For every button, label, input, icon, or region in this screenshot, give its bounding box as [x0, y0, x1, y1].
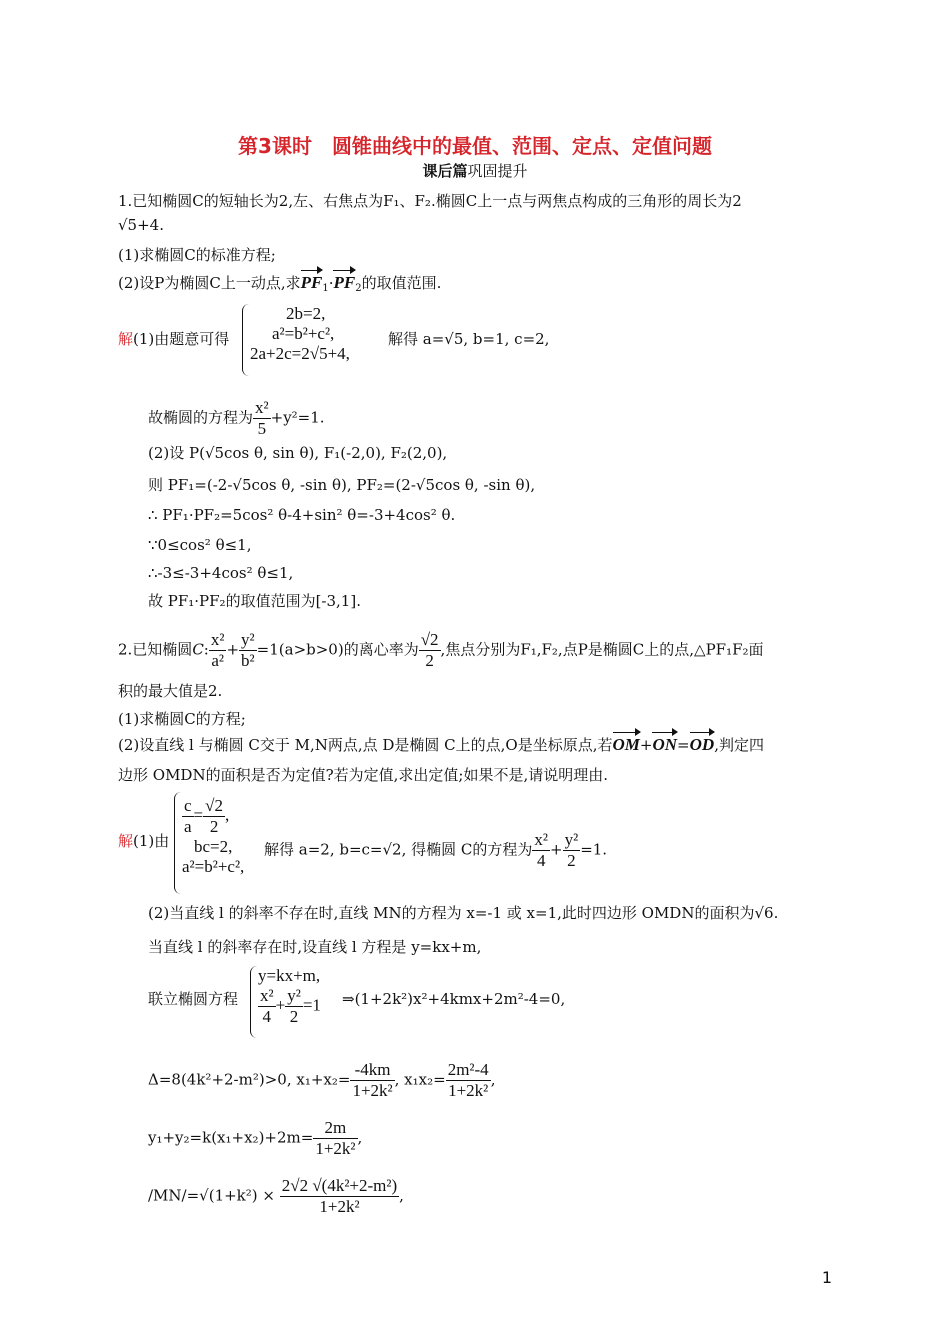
- p1-solution-values: 解得 a=√5, b=1, c=2,: [388, 330, 550, 348]
- p1-solution2-line5: ∴-3≤-3+4cos² θ≤1,: [148, 564, 294, 582]
- p1-statement-line1: 1.已知椭圆C的短轴长为2,左、右焦点为F₁、F₂.椭圆C上一点与两焦点构成的三角形的周长为2: [118, 192, 742, 210]
- p1-solution2-line4: ∵0≤cos² θ≤1,: [148, 536, 252, 554]
- p1-system-brace: [242, 304, 249, 376]
- p1-solution2-line2: 则 PF₁=(-2-√5cos θ, -sin θ), PF₂=(2-√5cos θ, -sin θ),: [148, 476, 536, 494]
- p1-solution2-line3: ∴ PF₁·PF₂=5cos² θ-4+sin² θ=-3+4cos² θ.: [148, 506, 456, 524]
- p1-ellipse-equation: 故椭圆的方程为 $\frac{\text{x²}}{5}$ +y²=1.: [148, 398, 325, 438]
- p1-solution2-line1: (2)设 P(√5cos θ, sin θ), F₁(-2,0), F₂(2,0),: [148, 444, 448, 462]
- p1-solution1-lead: 解(1)由题意可得: [118, 330, 230, 348]
- p2-system-brace: [174, 792, 181, 894]
- page-number: 1: [821, 1268, 832, 1287]
- p2-solution2-line2: 当直线 l 的斜率存在时,设直线 l 方程是 y=kx+m,: [148, 938, 482, 956]
- p2-solution2-combine: 联立椭圆方程: [148, 990, 239, 1008]
- p2-solution1-lead: 解(1)由: [118, 832, 170, 850]
- p2-question1: (1)求椭圆C的方程;: [118, 710, 246, 728]
- p2-combine-system: y=kx+m, $\frac{\text{x²}}{4}$ + $\frac{\text{y²}}{2}$ =1: [258, 966, 321, 1026]
- p2-question2-line1: (2)设直线 l 与椭圆 C交于 M,N两点,点 D是椭圆 C上的点,O是坐标原点,若OM+ON=OD,判定四: [118, 735, 764, 754]
- p1-question2: (2)设P为椭圆C上一动点,求$PF_1\cdot PF_2$的取值范围.: [118, 273, 442, 294]
- p2-question2-line2: 边形 OMDN的面积是否为定值?若为定值,求出定值;如果不是,请说明理由.: [118, 766, 608, 784]
- p2-solution2-line1: (2)当直线 l 的斜率不存在时,直线 MN的方程为 x=-1 或 x=1,此时四边形 OMDN的面积为√6.: [148, 904, 779, 922]
- p2-equation-system: $\frac{c}{a}$ = $\frac{√2}{2}$ , bc=2, a²=b²+c²,: [182, 796, 245, 876]
- section-subtitle: 课后篇巩固提升: [422, 162, 528, 180]
- p1-question1: (1)求椭圆C的标准方程;: [118, 246, 276, 264]
- p2-solution1-result: 解得 a=2, b=c=√2, 得椭圆 C的方程为 $\frac{\text{x²}}{4}$ + $\frac{\text{y²}}{2}$ =1.: [264, 830, 608, 870]
- p1-equation-system: 2b=2, a²=b²+c², 2a+2c=2√5+4,: [250, 304, 350, 363]
- p2-combine-brace: [250, 966, 257, 1038]
- p1-solution2-line6: 故 PF₁·PF₂的取值范围为[-3,1].: [148, 592, 361, 610]
- p2-discriminant-line: Δ=8(4k²+2-m²)>0, x₁+x₂= $\frac{-4km}{\text{1+2k²}}$ , x₁x₂= $\frac{\text{2m²-4}}{\text{1+2k²}}$ ,: [148, 1060, 496, 1100]
- p2-chord-length-line: /MN/=√(1+k²) × $\frac{\text{2√2 √(4k²+2-m²)}}{\text{1+2k²}}$ ,: [148, 1176, 404, 1216]
- p1-statement-line2: √5+4.: [118, 216, 164, 234]
- p2-statement-line1: 2.已知椭圆C: $\frac{\text{x²}}{\text{a²}}$ + $\frac{\text{y²}}{\text{b²}}$ =1(a>b>0)的离心率为 $\frac{√2}{2}$ ,焦点分别为F₁,F₂,点P是椭圆C上的点,△PF₁F₂面: [118, 630, 764, 670]
- page-title: 第3课时 圆锥曲线中的最值、范围、定点、定值问题: [238, 134, 712, 158]
- p2-ysum-line: y₁+y₂=k(x₁+x₂)+2m= $\frac{2m}{\text{1+2k²}}$ ,: [148, 1118, 363, 1158]
- p2-statement-line2: 积的最大值是2.: [118, 682, 223, 700]
- p2-quadratic: ⇒(1+2k²)x²+4kmx+2m²-4=0,: [342, 990, 566, 1008]
